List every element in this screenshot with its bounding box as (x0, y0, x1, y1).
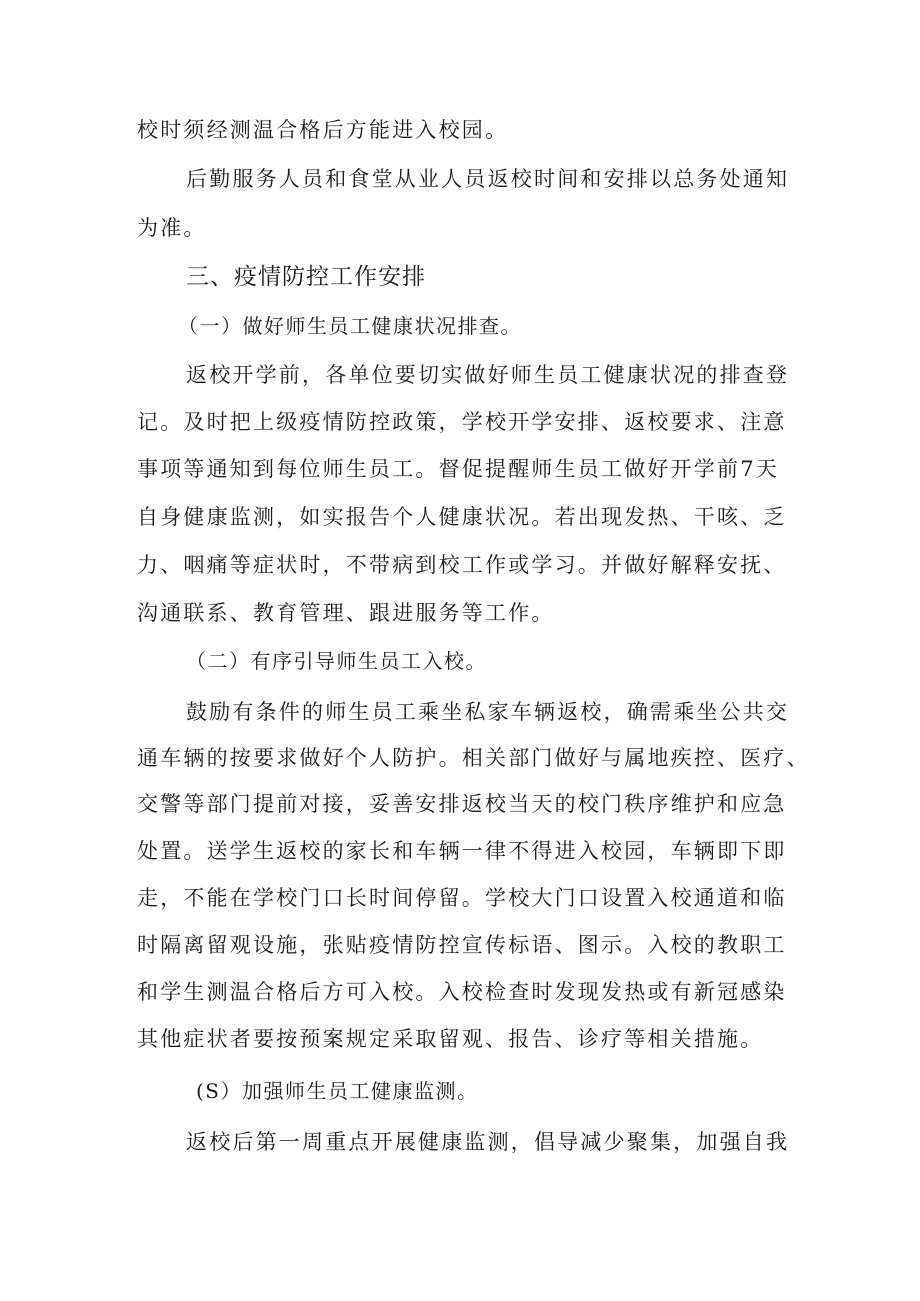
subsection-title: (S）加强师生员工健康监测。 (196, 1079, 479, 1103)
paragraph-line: 校时须经测温合格后方能进入校园。 (137, 118, 509, 142)
paragraph-line: 处置。送学生返校的家长和车辆一律不得进入校园，车辆即下即 (137, 839, 787, 863)
paragraph-line: 事项等通知到每位师生员工。督促提醒师生员工做好开学前7天 (137, 457, 779, 481)
paragraph-line: 记。及时把上级疫情防控政策，学校开学安排、返校要求、注意 (137, 410, 787, 434)
paragraph-line: 交警等部门提前对接，妥善安排返校当天的校门秩序维护和应急 (137, 792, 787, 816)
paragraph-line: 和学生测温合格后方可入校。入校检查时发现发热或有新冠感染 (137, 980, 787, 1004)
subsection-title: （一）做好师生员工健康状况排查。 (178, 314, 522, 338)
paragraph-line: 为准。 (137, 216, 207, 240)
paragraph-line: 后勤服务人员和食堂从业人员返校时间和安排以总务处通知 (186, 167, 790, 191)
subsection-title: （二）有序引导师生员工入校。 (186, 649, 487, 673)
section-heading: 三、疫情防控工作安排 (186, 264, 426, 290)
paragraph-line: 返校开学前，各单位要切实做好师生员工健康状况的排查登 (186, 363, 790, 387)
paragraph-line: 鼓励有条件的师生员工乘坐私家车辆返校，确需乘坐公共交 (186, 700, 790, 724)
paragraph-line: 力、咽痛等症状时，不带病到校工作或学习。并做好解释安抚、 (137, 553, 787, 577)
paragraph-line: 通车辆的按要求做好个人防护。相关部门做好与属地疾控、医疗、 (137, 746, 810, 770)
paragraph-line: 沟通联系、教育管理、跟进服务等工作。 (137, 601, 555, 625)
paragraph-line: 返校后第一周重点开展健康监测，倡导减少聚集，加强自我 (186, 1130, 790, 1154)
paragraph-line: 时隔离留观设施，张贴疫情防控宣传标语、图示。入校的教职工 (137, 933, 787, 957)
paragraph-line: 走，不能在学校门口长时间停留。学校大门口设置入校通道和临 (137, 886, 787, 910)
paragraph-line: 自身健康监测，如实报告个人健康状况。若出现发热、干咳、乏 (137, 505, 787, 529)
paragraph-line: 其他症状者要按预案规定采取留观、报告、诊疗等相关措施。 (137, 1027, 764, 1051)
